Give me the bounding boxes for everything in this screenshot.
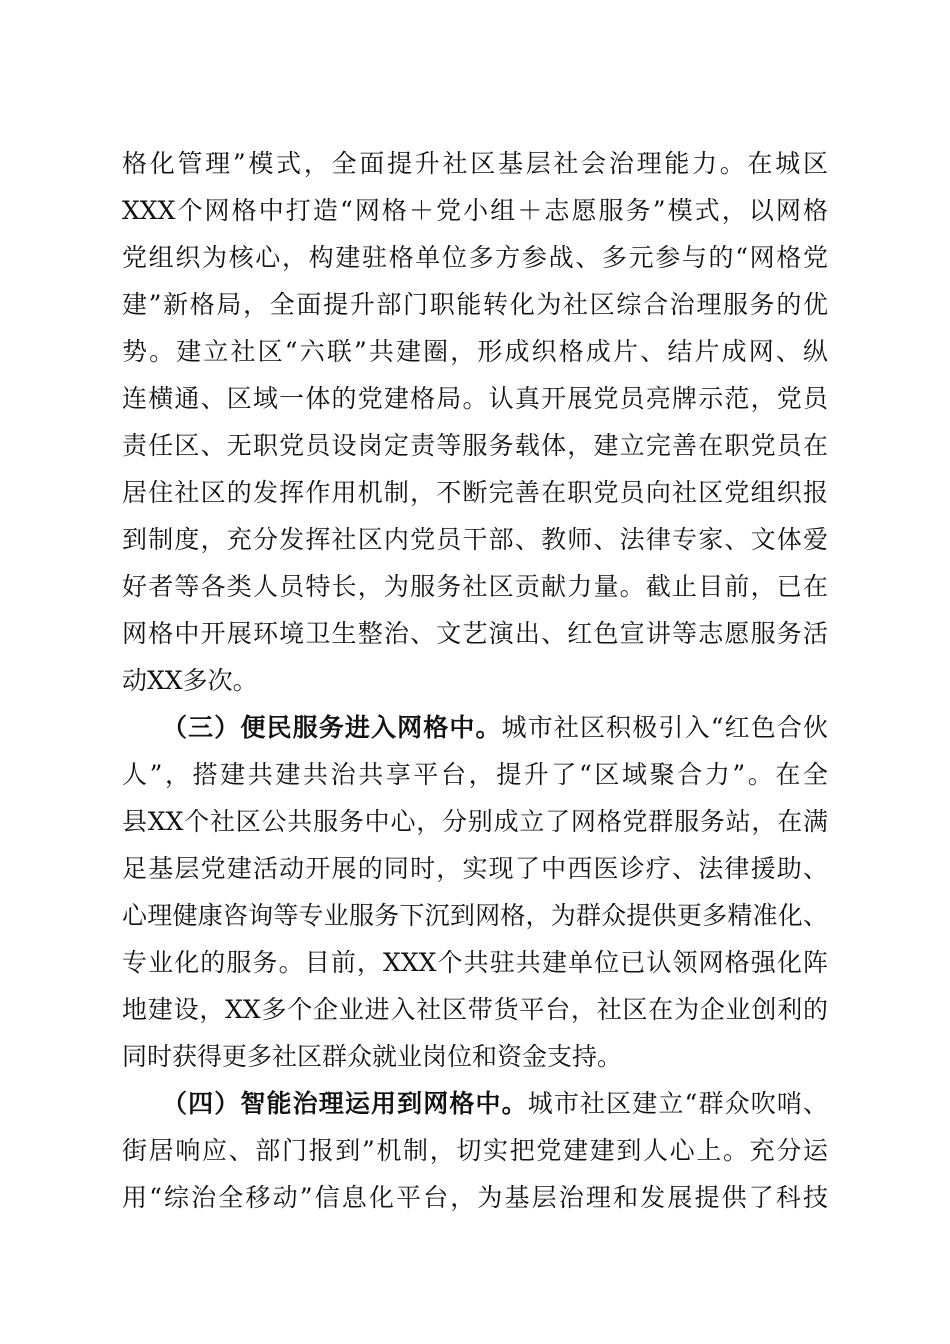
text-line: 县XX个社区公共服务中心，分别成立了网格党群服务站，在满 xyxy=(122,807,828,836)
text-line: 居住社区的发挥作用机制，不断完善在职党员向社区党组织报 xyxy=(122,478,828,507)
text-line: 足基层党建活动开展的同时，实现了中西医诊疗、法律援助、 xyxy=(122,854,828,883)
text-line: 格化管理”模式，全面提升社区基层社会治理能力。在城区 xyxy=(122,149,828,178)
text-line: 街居响应、部门报到”机制，切实把党建建到人心上。充分运 xyxy=(122,1136,828,1165)
text-line: 心理健康咨询等专业服务下沉到网格，为群众提供更多精准化、 xyxy=(122,901,828,930)
text-line: 动XX多次。 xyxy=(122,666,258,695)
text-line: 网格中开展环境卫生整治、文艺演出、红色宣讲等志愿服务活 xyxy=(122,619,828,648)
text-line: XXX个网格中打造“网格＋党小组＋志愿服务”模式，以网格 xyxy=(122,196,828,225)
text-line: 好者等各类人员特长，为服务社区贡献力量。截止目前，已在 xyxy=(122,572,828,601)
text-line: 用“综治全移动”信息化平台，为基层治理和发展提供了科技 xyxy=(122,1183,828,1212)
text-line: 专业化的服务。目前，XXX个共驻共建单位已认领网格强化阵 xyxy=(122,948,828,977)
section-heading: （三）便民服务进入网格中。 xyxy=(162,713,502,742)
text-line: 到制度，充分发挥社区内党员干部、教师、法律专家、文体爱 xyxy=(122,525,828,554)
text-line: 地建设，XX多个企业进入社区带货平台，社区在为企业创利的 xyxy=(122,995,828,1024)
text-line: 责任区、无职党员设岗定责等服务载体，建立完善在职党员在 xyxy=(122,431,828,460)
section-three-first-line: （三）便民服务进入网格中。城市社区积极引入“红色合伙 xyxy=(162,713,828,742)
text-line: 同时获得更多社区群众就业岗位和资金支持。 xyxy=(122,1042,623,1071)
text-line: 势。建立社区“六联”共建圈，形成织格成片、结片成网、纵 xyxy=(122,337,828,366)
section-four-first-line: （四）智能治理运用到网格中。城市社区建立“群众吹哨、 xyxy=(162,1089,828,1118)
body-text xyxy=(122,140,828,1221)
text-line: 党组织为核心，构建驻格单位多方参战、多元参与的“网格党 xyxy=(122,243,828,272)
section-heading: （四）智能治理运用到网格中。 xyxy=(162,1089,528,1118)
text-line: 建”新格局，全面提升部门职能转化为社区综合治理服务的优 xyxy=(122,290,828,319)
text-line: 人”，搭建共建共治共享平台，提升了“区域聚合力”。在全 xyxy=(122,760,828,789)
text-line: 连横通、区域一体的党建格局。认真开展党员亮牌示范，党员 xyxy=(122,384,828,413)
